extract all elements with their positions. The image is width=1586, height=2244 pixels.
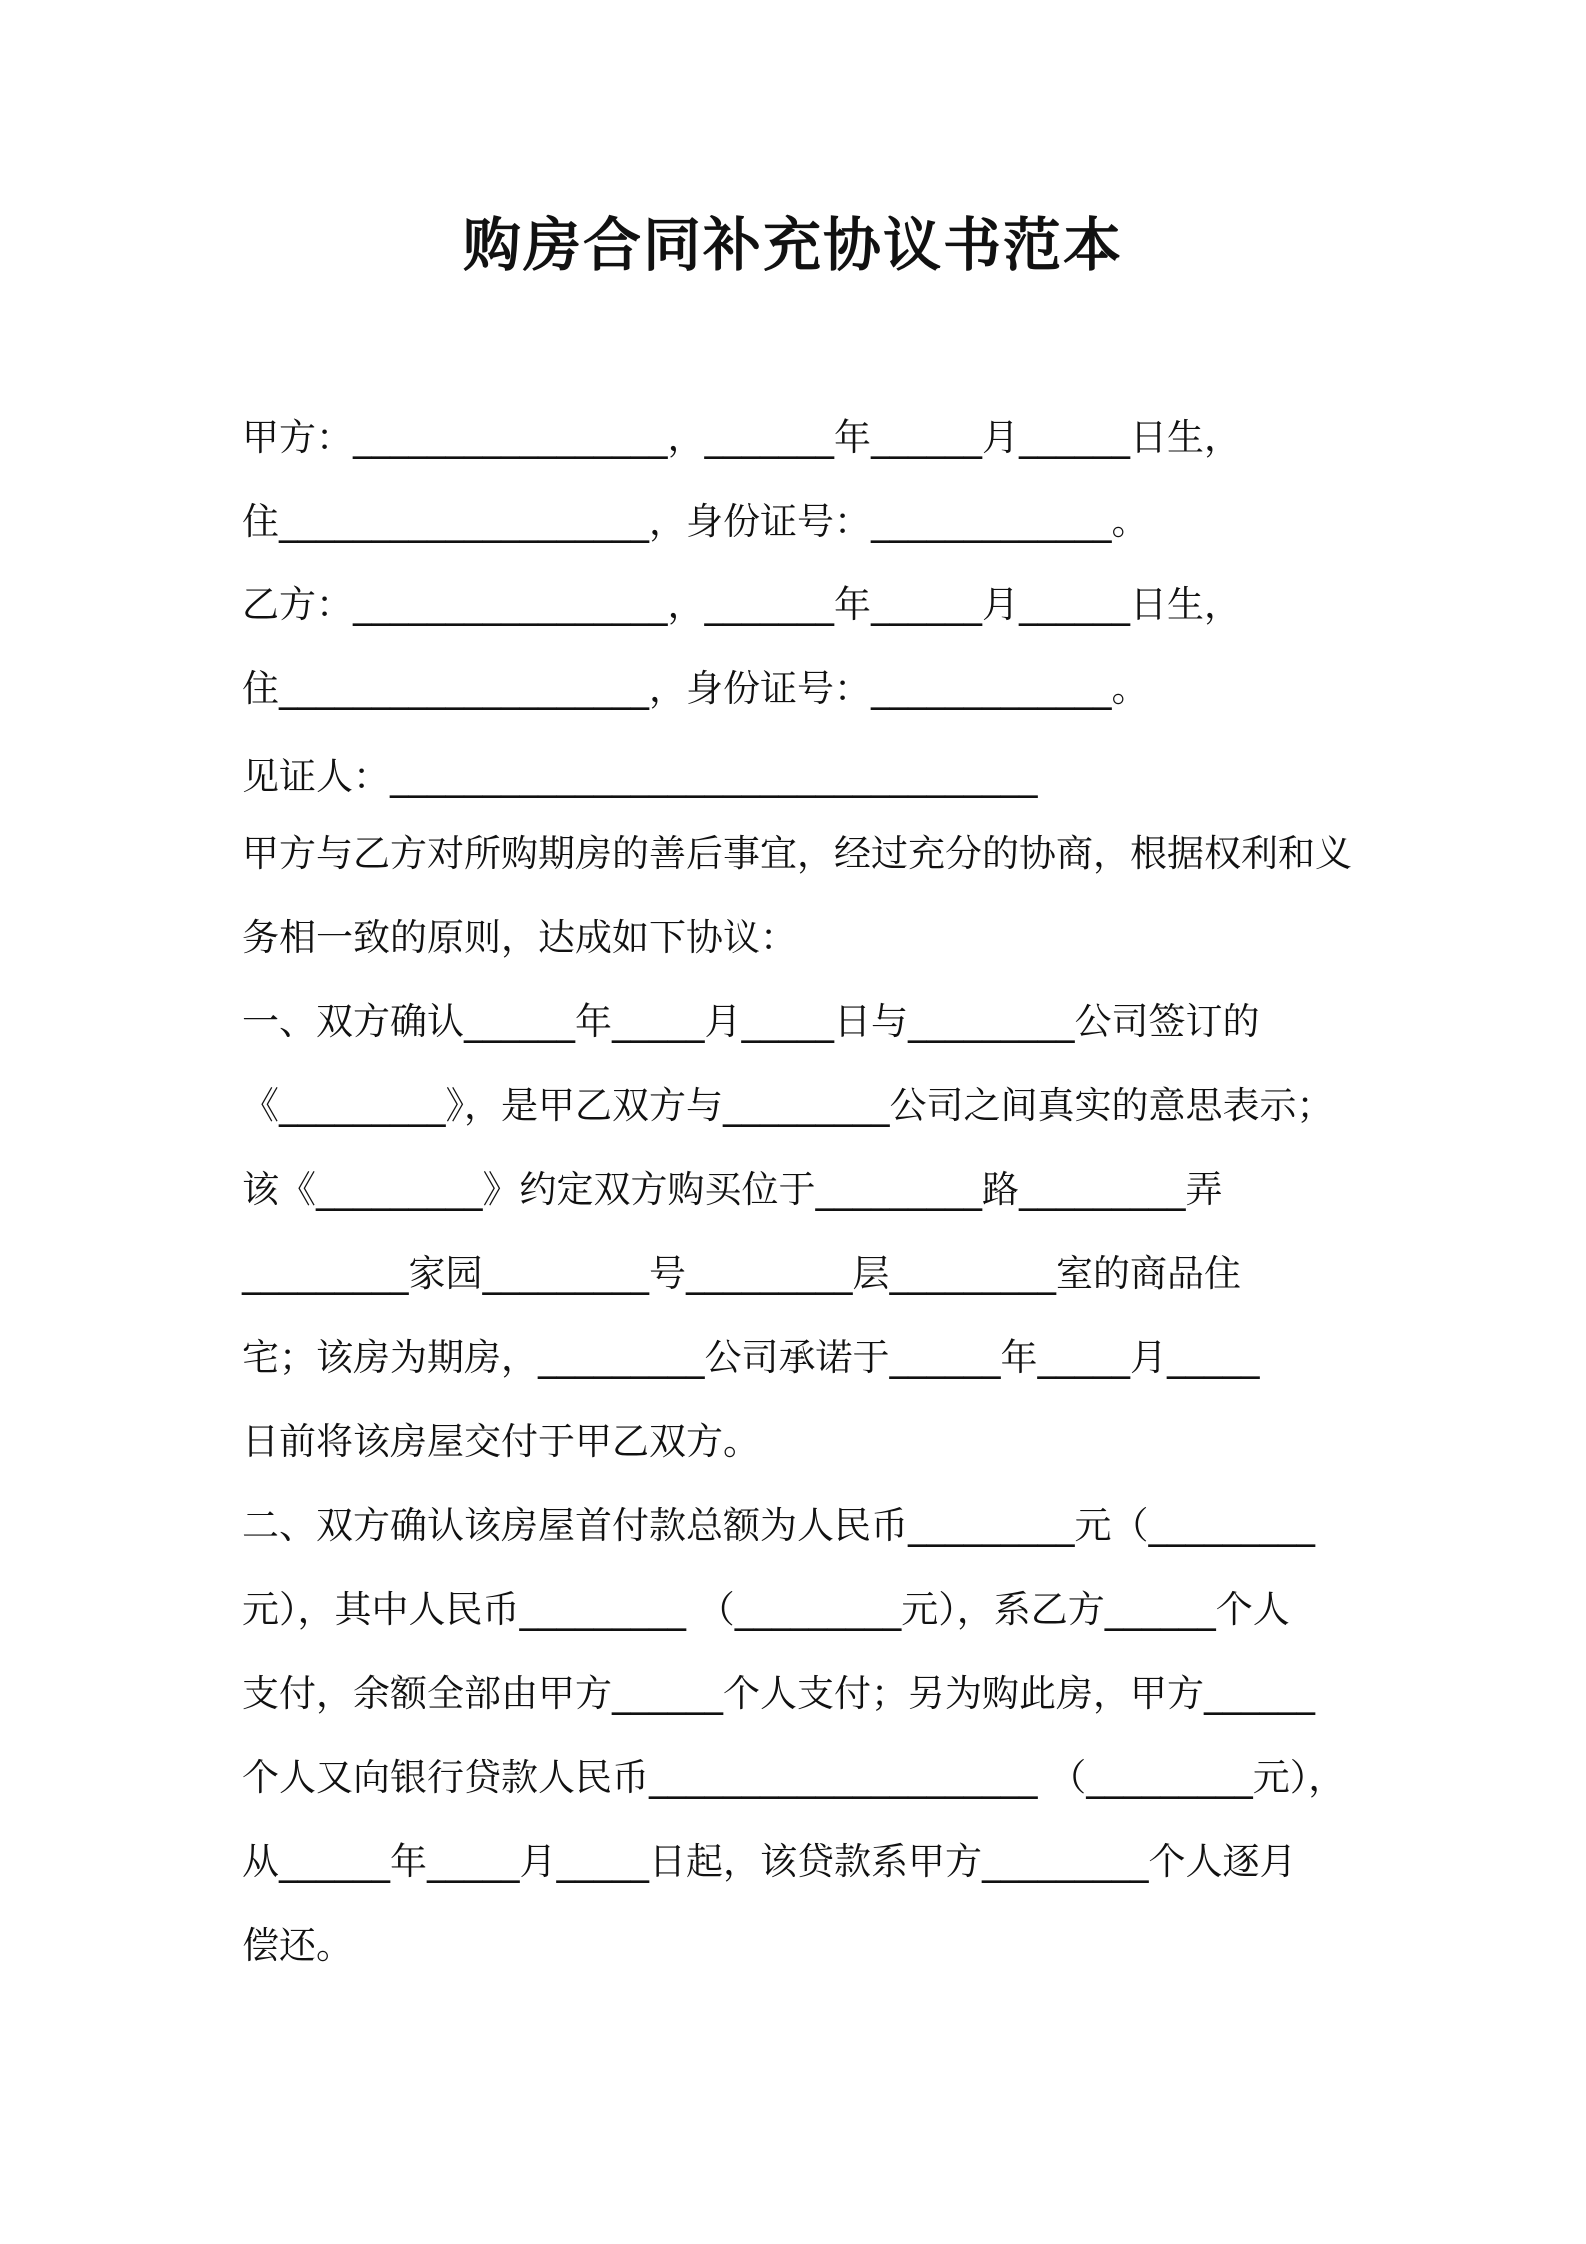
clause-1-line-4: _________家园_________号_________层_________室的商品住: [242, 1252, 1241, 1295]
clause-2-line-6: 偿还。: [242, 1924, 353, 1967]
clause-2-line-2: 元），其中人民币_________ （_________元），系乙方______个人: [242, 1588, 1290, 1631]
witness-line: 见证人：___________________________________: [242, 755, 1038, 798]
preamble-line-2: 务相一致的原则，达成如下协议：: [242, 916, 797, 959]
clause-1-line-2: 《_________》，是甲乙双方与_________公司之间真实的意思表示；: [242, 1084, 1334, 1127]
clause-2-line-5: 从______年_____月_____日起，该贷款系甲方_________个人逐月: [242, 1840, 1297, 1883]
clause-2-line-1: 二、双方确认该房屋首付款总额为人民币_________元（_________: [242, 1504, 1315, 1547]
preamble-line-1: 甲方与乙方对所购期房的善后事宜，经过充分的协商，根据权利和义: [242, 832, 1352, 875]
clause-1-line-6: 日前将该房屋交付于甲乙双方。: [242, 1420, 760, 1463]
party-b-address-id-line: 住____________________，身份证号：_____________。: [242, 667, 1149, 710]
party-b-name-birth-line: 乙方：_________________，_______年______月______日生，: [242, 583, 1241, 626]
clause-2-line-4: 个人又向银行贷款人民币_____________________ （_________元），: [242, 1756, 1346, 1799]
party-a-name-birth-line: 甲方：_________________，_______年______月______日生，: [242, 416, 1241, 459]
party-a-address-id-line: 住____________________，身份证号：_____________。: [242, 500, 1149, 543]
clause-2-line-3: 支付，余额全部由甲方______个人支付；另为购此房，甲方______: [242, 1672, 1315, 1715]
clause-1-line-1: 一、双方确认______年_____月_____日与_________公司签订的: [242, 1000, 1260, 1043]
clause-1-line-5: 宅；该房为期房，_________公司承诺于______年_____月_____: [242, 1336, 1260, 1379]
clause-1-line-3: 该《_________》约定双方购买位于_________路_________弄: [242, 1168, 1223, 1211]
document-title: 购房合同补充协议书范本: [462, 211, 1123, 279]
